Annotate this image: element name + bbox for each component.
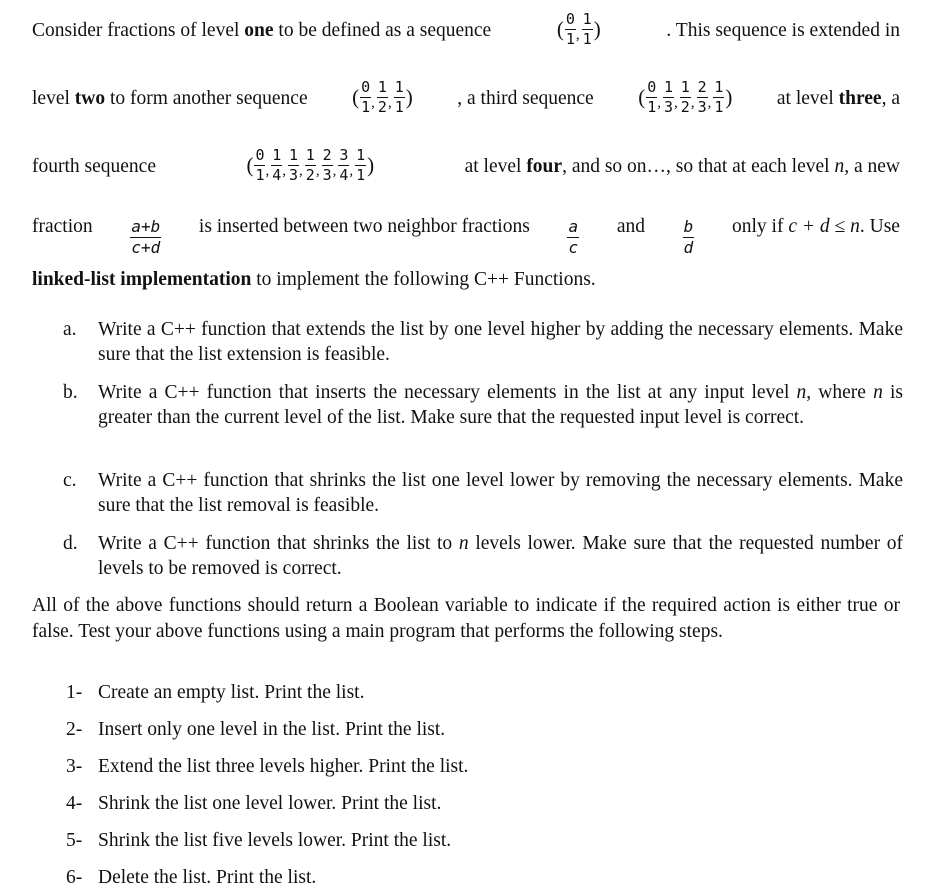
italic-n: n [834, 156, 845, 177]
problem-line-1 [32, 9, 900, 48]
fraction-mediant [130, 219, 161, 256]
fraction [697, 77, 708, 116]
comma: , [387, 95, 392, 111]
fraction-numerator: 0 [565, 9, 575, 28]
fraction-denominator: d [683, 238, 694, 257]
fraction-denominator: 1 [394, 97, 404, 116]
fraction [254, 145, 265, 184]
bold-linked-list: linked-list implementation [32, 269, 252, 290]
fraction-denominator: 1 [255, 165, 265, 184]
step-marker: 2- [66, 719, 83, 740]
fraction-denominator: 3 [697, 97, 707, 116]
sequence-level-2 [352, 79, 413, 115]
fraction [377, 77, 388, 116]
task-marker: d. [63, 533, 78, 554]
open-paren: ( [638, 85, 646, 109]
fraction-numerator: a [568, 217, 579, 236]
fraction [338, 145, 349, 184]
fraction-a-over-c [567, 219, 579, 256]
open-paren: ( [352, 85, 360, 109]
text: . Use [859, 216, 900, 237]
task-text: Write a C++ function that inserts the necessary elements in the list at any input level n, where n is greater than the current level of the list. Make sure that the requested input level is correct. [98, 382, 903, 428]
task-text: Write a C++ function that shrinks the list one level lower by removing the necessary elements. Make sure that the list removal is feasible. [98, 470, 903, 516]
fraction [288, 145, 299, 184]
fraction [271, 145, 282, 184]
text: is inserted between two neighbor fractions [198, 216, 530, 237]
step-text: Extend the list three levels higher. Print the list. [98, 756, 469, 777]
step-marker: 6- [66, 867, 83, 888]
task-marker: c. [63, 470, 77, 491]
problem-line-5 [32, 268, 900, 292]
text: , a [881, 88, 900, 109]
step-marker: 4- [66, 793, 83, 814]
fraction-denominator: 3 [322, 165, 332, 184]
text: at level [776, 88, 839, 109]
italic-n: n [796, 382, 807, 403]
fraction-numerator: 1 [305, 145, 315, 164]
step-marker: 1- [66, 682, 83, 703]
comma: , [657, 95, 661, 111]
step-text: Delete the list. Print the list. [98, 867, 317, 888]
fraction-numerator: 0 [255, 145, 265, 164]
step-marker: 3- [66, 756, 83, 777]
sequence-level-3 [638, 79, 732, 115]
text: , and so on…, so that at each level [562, 156, 835, 177]
fraction-denominator: 4 [339, 165, 349, 184]
comma: , [265, 163, 270, 179]
bold-two: two [74, 88, 106, 109]
close-paren: ) [593, 17, 601, 41]
fraction-denominator: 2 [377, 97, 387, 116]
fraction-denominator: 4 [272, 165, 282, 184]
fraction [360, 77, 371, 116]
fraction-numerator: 1 [356, 145, 366, 164]
fraction-denominator: 3 [289, 165, 299, 184]
summary-paragraph: All of the above functions should return a Boolean variable to indicate if the required action is either true or false. Test your above functions using a main program that performs the following steps. [32, 595, 900, 642]
fraction-numerator: 0 [647, 77, 657, 96]
text: to form another sequence [105, 88, 308, 109]
fraction-denominator: 1 [647, 97, 657, 116]
sequence-level-4 [246, 147, 374, 183]
comma: , [690, 95, 695, 111]
fraction [355, 145, 366, 184]
text: at level [464, 156, 527, 177]
step-text: Shrink the list five levels lower. Print the list. [98, 830, 452, 851]
problem-line-4 [32, 215, 900, 257]
text: only if [731, 216, 789, 237]
comma: , [674, 95, 678, 111]
fraction-denominator: 2 [680, 97, 690, 116]
fraction-numerator: 1 [680, 77, 690, 96]
comma: , [707, 95, 712, 111]
fraction-numerator: 1 [394, 77, 404, 96]
fraction [663, 77, 674, 116]
fraction [646, 77, 657, 116]
fraction-numerator: 3 [339, 145, 349, 164]
task-marker: a. [63, 319, 77, 340]
fraction-denominator: 3 [664, 97, 674, 116]
task-text: Write a C++ function that shrinks the list to n levels lower. Make sure that the requested number of levels to be removed is correct. [98, 533, 903, 579]
fraction-denominator: 2 [305, 165, 315, 184]
fraction [565, 9, 576, 48]
step-text: Insert only one level in the list. Print the list. [98, 719, 446, 740]
fraction [322, 145, 333, 184]
fraction [680, 77, 691, 116]
bold-one: one [244, 20, 274, 41]
problem-line-2 [32, 77, 900, 116]
step-text: Shrink the list one level lower. Print the list. [98, 793, 442, 814]
comma: , [299, 163, 303, 179]
step-text: Create an empty list. Print the list. [98, 682, 365, 703]
text: , a new [844, 156, 900, 177]
fraction-numerator: 0 [361, 77, 371, 96]
bold-three: three [838, 88, 882, 109]
text: fraction [32, 216, 93, 237]
comma: , [332, 163, 337, 179]
fraction-numerator: 1 [664, 77, 674, 96]
fraction-numerator: 2 [697, 77, 707, 96]
text: , a third sequence [457, 88, 594, 109]
text: Consider fractions of level [32, 20, 245, 41]
fraction [394, 77, 405, 116]
bold-four: four [526, 156, 563, 177]
fraction-numerator: 2 [322, 145, 332, 164]
comma: , [371, 95, 375, 111]
comma: , [349, 163, 354, 179]
open-paren: ( [246, 153, 254, 177]
comma: , [315, 163, 320, 179]
fraction-denominator: c+d [131, 238, 161, 257]
fraction-denominator: 1 [714, 97, 724, 116]
close-paren: ) [367, 153, 375, 177]
fraction-numerator: a+b [131, 217, 161, 236]
condition: c + d ≤ n [788, 216, 860, 237]
task-text: Write a C++ function that extends the list by one level higher by adding the necessary elements. Make sure that the list extension is feasible. [98, 319, 903, 365]
fraction-numerator: 1 [377, 77, 387, 96]
text: and [616, 216, 645, 237]
fraction-numerator: 1 [582, 9, 592, 28]
fraction [582, 9, 593, 48]
fraction-denominator: 1 [356, 165, 366, 184]
text: to implement the following C++ Functions. [251, 269, 596, 290]
fraction-denominator: c [568, 238, 579, 257]
fraction-numerator: 1 [272, 145, 282, 164]
text: level [32, 88, 75, 109]
fraction-numerator: 1 [289, 145, 299, 164]
comma: , [575, 27, 580, 43]
problem-line-3 [32, 145, 900, 184]
fraction-denominator: 1 [565, 29, 575, 48]
italic-n: n [458, 533, 469, 554]
text: to be defined as a sequence [273, 20, 492, 41]
close-paren: ) [725, 85, 733, 109]
comma: , [282, 163, 286, 179]
fraction-numerator: 1 [714, 77, 724, 96]
fraction-denominator: 1 [361, 97, 371, 116]
task-marker: b. [63, 382, 78, 403]
fraction [305, 145, 316, 184]
sequence-level-1 [557, 11, 601, 47]
italic-n: n [873, 382, 883, 403]
fraction-numerator: b [683, 217, 694, 236]
fraction [713, 77, 724, 116]
step-marker: 5- [66, 830, 83, 851]
fraction-denominator: 1 [582, 29, 592, 48]
open-paren: ( [556, 17, 564, 41]
text: fourth sequence [32, 156, 156, 177]
fraction-b-over-d [683, 219, 695, 256]
close-paren: ) [405, 85, 413, 109]
text: . This sequence is extended in [666, 20, 900, 41]
